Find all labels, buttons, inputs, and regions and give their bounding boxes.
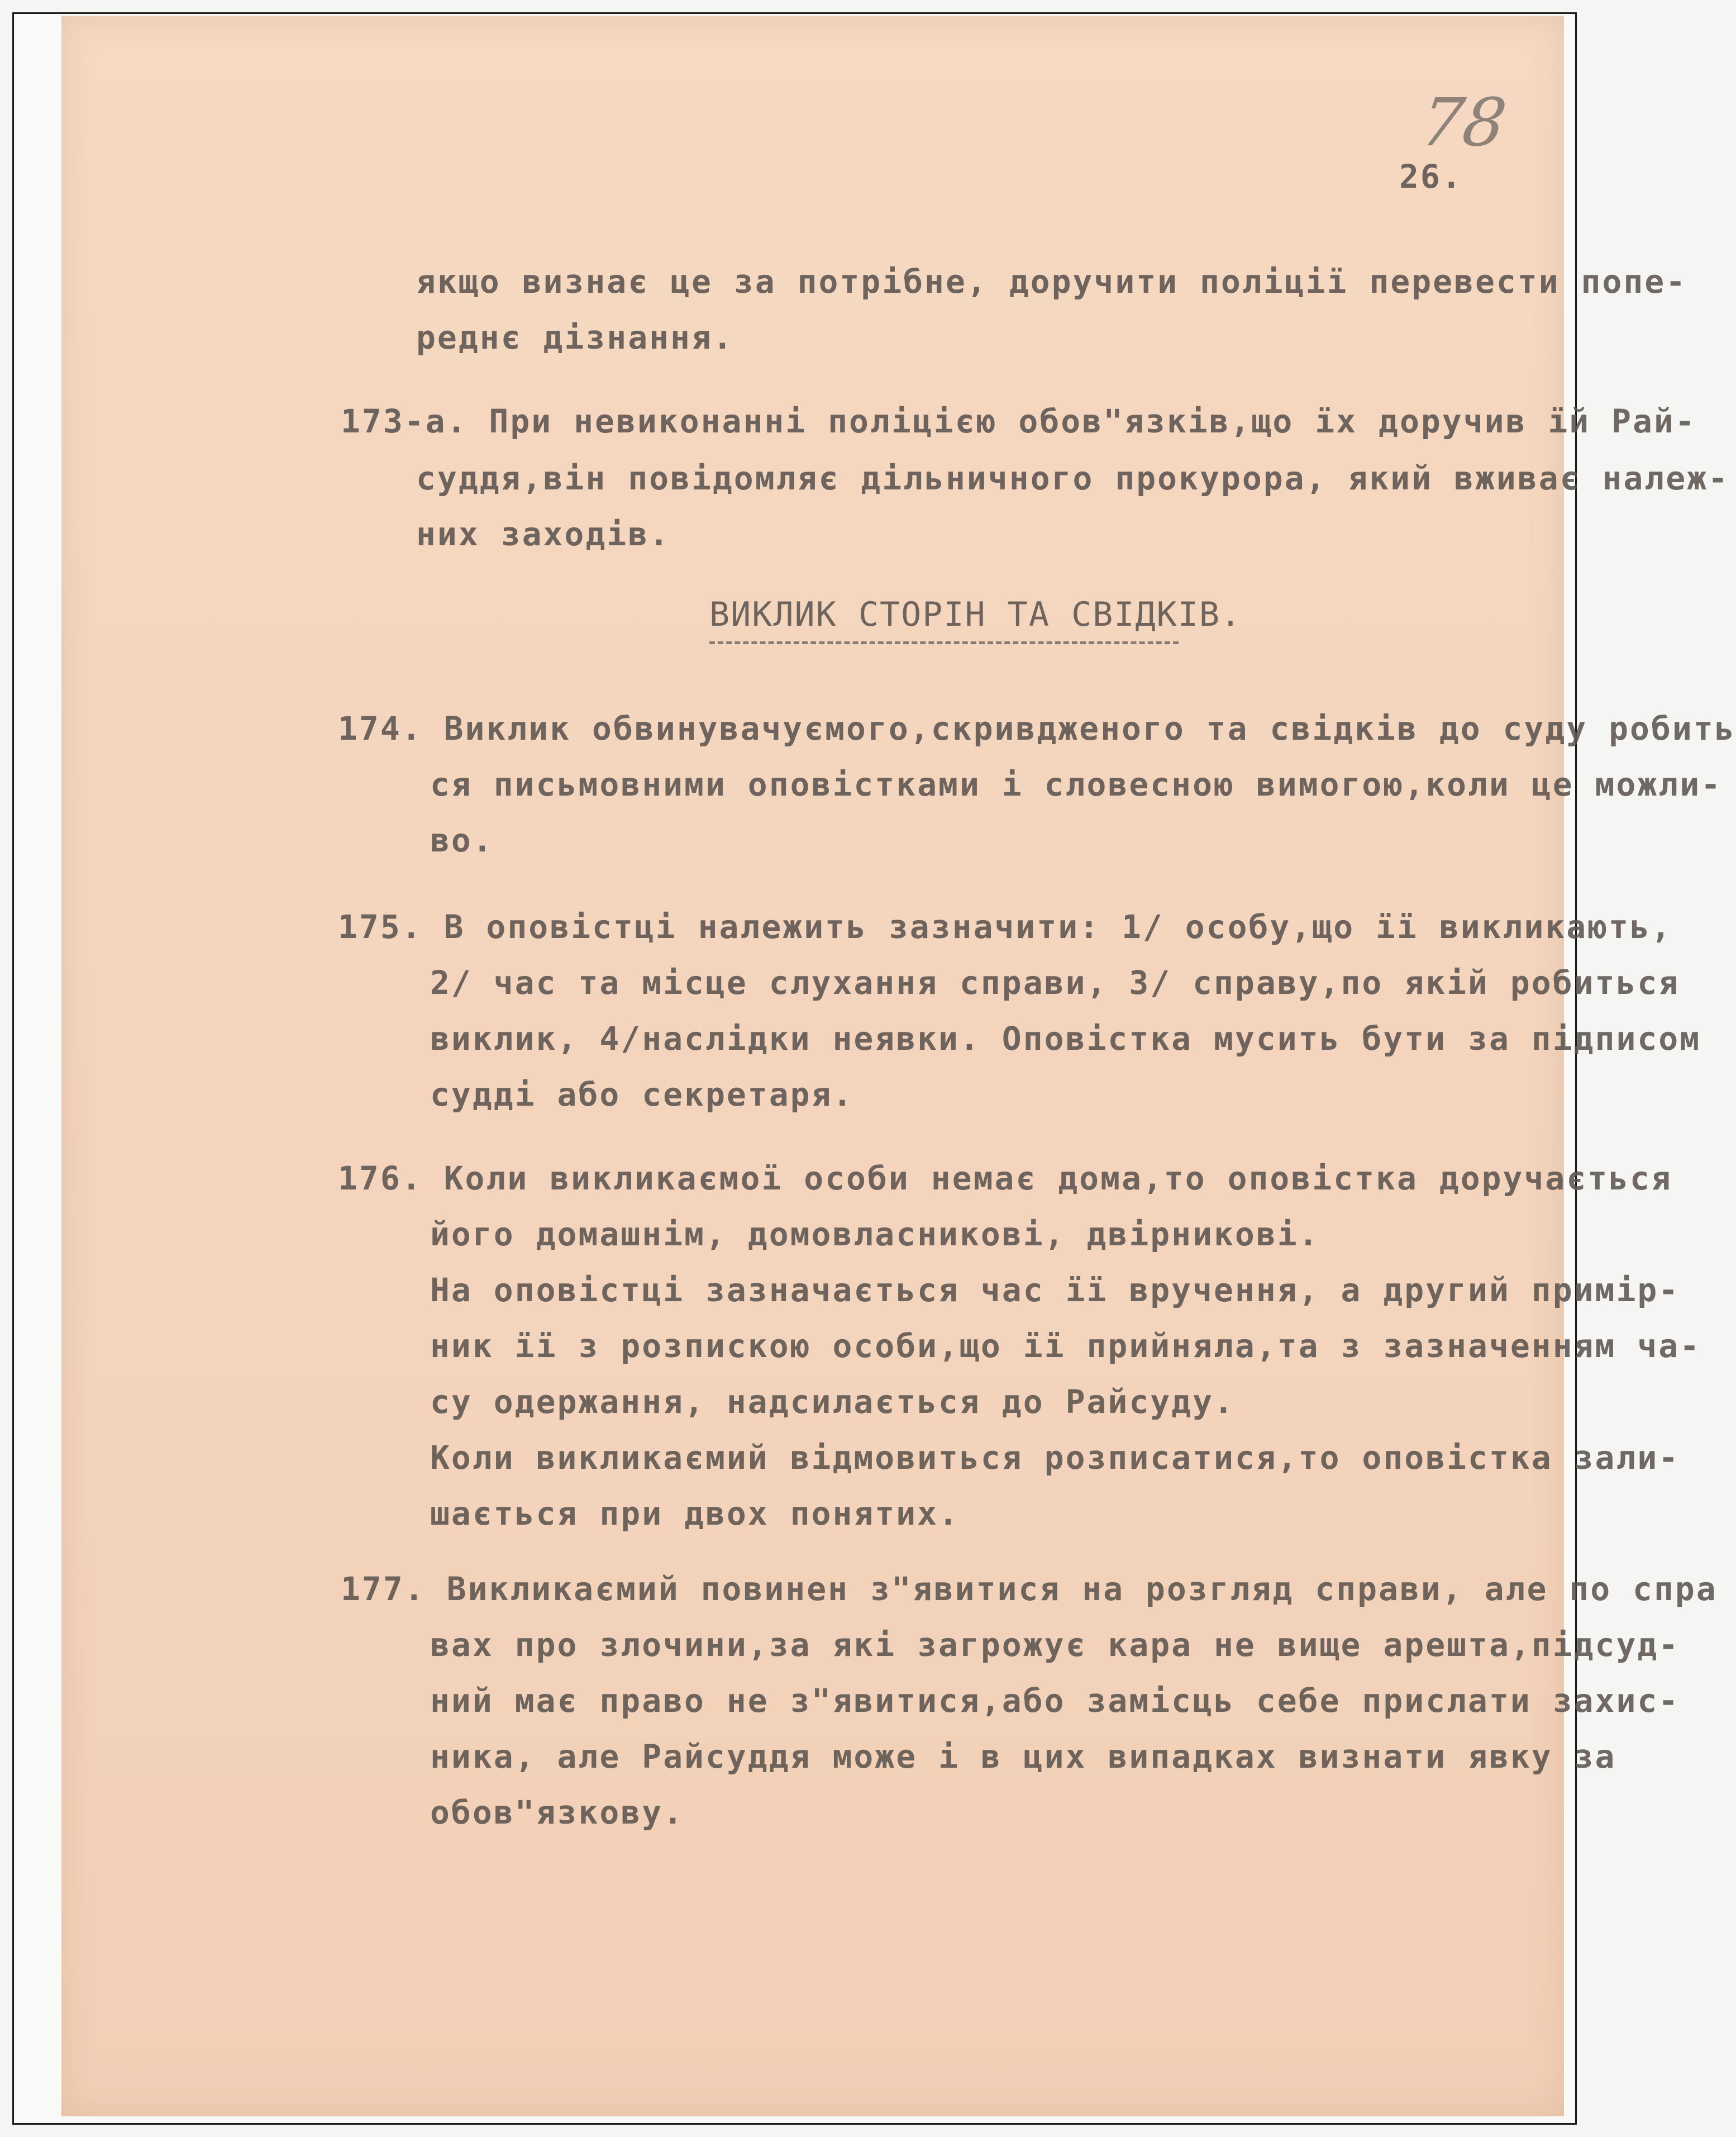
page-number: 26. bbox=[1399, 158, 1463, 196]
section-heading: ВИКЛИК СТОРІН ТА СВІДКІВ. bbox=[709, 595, 1242, 634]
text-line: реднє дізнання. bbox=[416, 318, 734, 356]
text-line: шається при двох понятих. bbox=[430, 1495, 960, 1532]
text-line: ника, але Райсуддя може і в цих випадках визнати явку за bbox=[430, 1738, 1616, 1776]
text-line: 2/ час та місце слухання справи, 3/ справу,по якій робиться bbox=[430, 964, 1680, 1002]
text-line: суддя,він повідомляє дільничного прокурора, який вживає належ- bbox=[416, 459, 1729, 497]
text-line: вах про злочини,за які загрожує кара не вище арешта,підсуд- bbox=[430, 1626, 1680, 1664]
text-line: них заходів. bbox=[416, 515, 671, 553]
text-line: 175. В оповістці належить зазначити: 1/ особу,що її викликають, bbox=[338, 908, 1672, 946]
text-line: якщо визнає це за потрібне, доручити поліції перевести попе- bbox=[416, 263, 1687, 301]
folio-mark: 78 bbox=[1416, 84, 1511, 161]
text-line: 174. Виклик обвинувачуємого,скривдженого та свідків до суду робить bbox=[338, 710, 1736, 748]
text-line: 173-а. При невиконанні поліцією обов"язків,що їх доручив їй Рай- bbox=[341, 402, 1696, 440]
text-line: ник її з розпискою особи,що її прийняла,та з зазначенням ча- bbox=[430, 1327, 1701, 1365]
text-line: його домашнім, домовласникові, двірникові. bbox=[430, 1215, 1320, 1253]
text-line: На оповістці зазначається час її вручення, а другий примір- bbox=[430, 1271, 1680, 1309]
text-line: 176. Коли викликаємої особи немає дома,то оповістка доручається bbox=[338, 1159, 1672, 1197]
document-page bbox=[61, 16, 1564, 2116]
text-line: во. bbox=[430, 821, 494, 859]
text-line: виклик, 4/наслідки неявки. Оповістка мусить бути за підписом bbox=[430, 1020, 1701, 1058]
text-line: судді або секретаря. bbox=[430, 1075, 854, 1113]
text-line: обов"язкову. bbox=[430, 1793, 685, 1831]
heading-underline bbox=[709, 641, 1179, 644]
text-line: ний має право не з"явитися,або замісць себе прислати захис- bbox=[430, 1682, 1680, 1720]
text-line: Коли викликаємий відмовиться розписатися,то оповістка зали- bbox=[430, 1439, 1680, 1477]
text-line: ся письмовними оповістками і словесною вимогою,коли це можли- bbox=[430, 765, 1723, 803]
text-line: су одержання, надсилається до Райсуду. bbox=[430, 1383, 1235, 1421]
text-line: 177. Викликаємий повинен з"явитися на розгляд справи, але по спра bbox=[341, 1570, 1718, 1608]
